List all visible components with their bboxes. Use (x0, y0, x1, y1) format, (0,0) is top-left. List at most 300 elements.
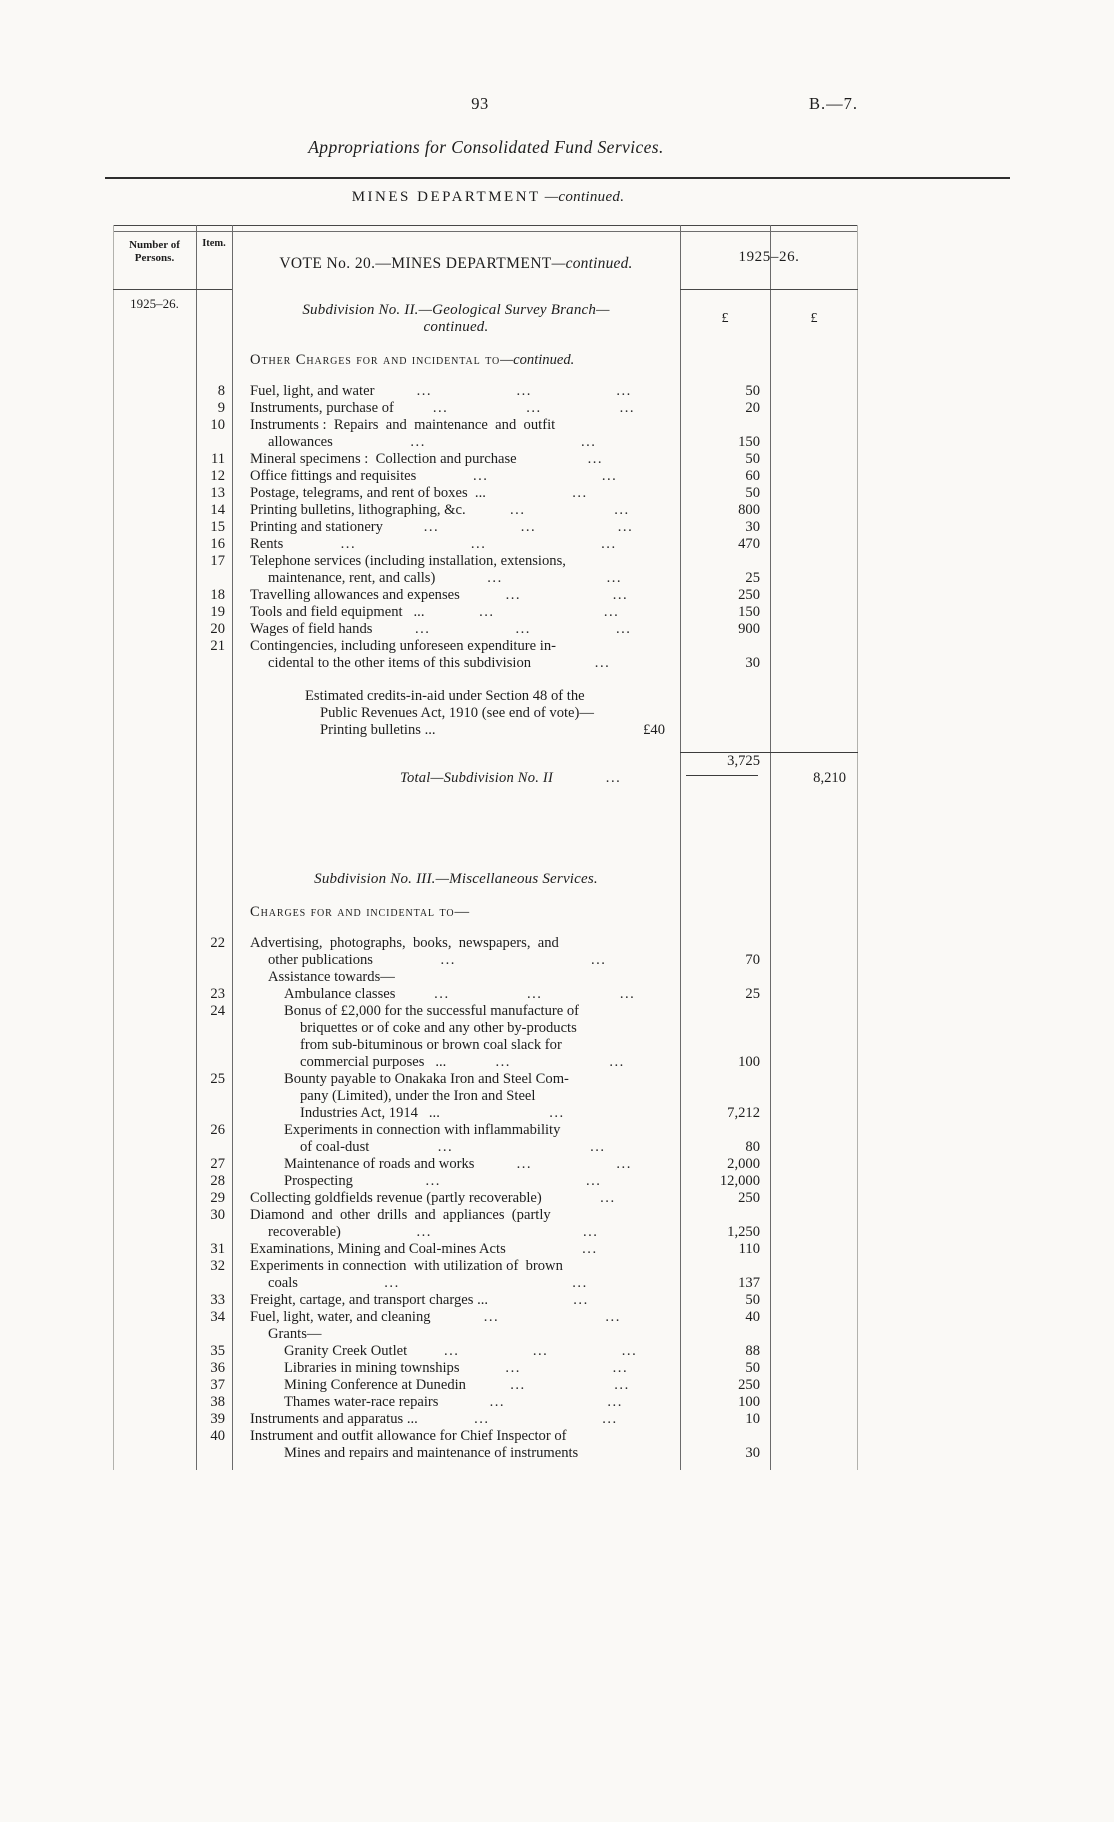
amount-value: 250 (738, 587, 760, 603)
table-row (113, 1207, 858, 1224)
subdivision-heading-line: continued. (423, 319, 489, 335)
persons-cell (113, 553, 196, 570)
persons-cell (113, 417, 196, 434)
subdivision-heading-line: Subdivision No. II.—Geological Survey Branch— (302, 302, 610, 318)
description-text: pany (Limited), under the Iron and Steel (300, 1088, 536, 1104)
amount-value (680, 417, 770, 434)
table-row (113, 1411, 858, 1428)
item-description (232, 1088, 680, 1105)
table-row (113, 1377, 858, 1394)
item-description (232, 655, 680, 672)
item-number: 32 (210, 1258, 225, 1274)
table-row (113, 1326, 858, 1343)
persons-cell (113, 1292, 196, 1309)
department-name: MINES DEPARTMENT (351, 189, 541, 205)
persons-cell (113, 638, 196, 655)
amount-col2 (770, 1394, 858, 1411)
description-text: Instruments, purchase of (250, 400, 394, 416)
table-row (113, 935, 858, 952)
persons-cell (113, 986, 196, 1003)
leader-dots: ... ... (416, 1224, 599, 1240)
persons-cell (113, 587, 196, 604)
amount-value (680, 1428, 770, 1445)
table-row (113, 1139, 858, 1156)
leader-dots: ... (573, 1292, 589, 1308)
item-number: 22 (210, 935, 225, 951)
item-description (232, 1003, 680, 1020)
item-number: 28 (210, 1173, 225, 1189)
amount-value: 800 (738, 502, 760, 518)
charges-heading-continued: —continued. (500, 352, 575, 368)
amount-col2 (770, 1207, 858, 1224)
persons-cell (113, 468, 196, 485)
credits-note-line: Public Revenues Act, 1910 (see end of vote)— (320, 705, 594, 721)
item-number: 31 (210, 1241, 225, 1257)
description-text: Travelling allowances and expenses (250, 587, 460, 603)
persons-header-rule (113, 289, 232, 290)
leader-dots: ... ... (505, 587, 629, 603)
item-number: 33 (210, 1292, 225, 1308)
col-header-year: 1925–26. (738, 249, 800, 265)
amount-col2 (770, 1173, 858, 1190)
description-text: Experiments in connection with utilization of brown (250, 1258, 563, 1274)
table-row (113, 570, 858, 587)
amount-col2 (770, 1054, 858, 1071)
item-description (232, 604, 680, 621)
item-number: 14 (210, 502, 225, 518)
item-description (232, 468, 680, 485)
amount-value (680, 638, 770, 655)
table-row (113, 1037, 858, 1054)
persons-cell (113, 536, 196, 553)
item-number: 30 (210, 1207, 225, 1223)
item-number: 15 (210, 519, 225, 535)
amount-col2 (770, 485, 858, 502)
description-text: allowances (268, 434, 333, 450)
item-description (232, 969, 680, 986)
item-description (232, 638, 680, 655)
table-row (113, 1258, 858, 1275)
amount-value: 50 (745, 1360, 760, 1376)
table-row (113, 1088, 858, 1105)
description-text: Printing and stationery (250, 519, 383, 535)
persons-cell (113, 621, 196, 638)
item-description (232, 1207, 680, 1224)
table-row (113, 587, 858, 604)
amount-col2 (770, 1411, 858, 1428)
table-body (113, 298, 858, 1462)
item-number (196, 969, 232, 986)
item-number: 26 (210, 1122, 225, 1138)
table-row (113, 1309, 858, 1326)
persons-cell (113, 1003, 196, 1020)
item-number: 39 (210, 1411, 225, 1427)
table-row (113, 1224, 858, 1241)
description-text: from sub-bituminous or brown coal slack for (300, 1037, 562, 1053)
amount-value: 80 (745, 1139, 760, 1155)
table-row (113, 1190, 858, 1207)
table-row (113, 1156, 858, 1173)
item-number (196, 1445, 232, 1462)
subtotal-amount: 3,725 (727, 753, 760, 769)
item-number: 20 (210, 621, 225, 637)
item-description (232, 1054, 680, 1071)
leader-dots: ... ... (425, 1173, 602, 1189)
description-text: Examinations, Mining and Coal-mines Acts (250, 1241, 506, 1257)
charges-heading (250, 352, 858, 369)
table-row (113, 434, 858, 451)
item-number (196, 655, 232, 672)
table-row (113, 1241, 858, 1258)
item-description (232, 502, 680, 519)
col-header-item: Item. (202, 238, 226, 249)
table-row (113, 1394, 858, 1411)
table-row (113, 952, 858, 969)
table-row (113, 969, 858, 986)
table-row (113, 502, 858, 519)
persons-cell (113, 1071, 196, 1088)
item-number: 40 (210, 1428, 225, 1444)
persons-cell (113, 1207, 196, 1224)
amount-value: 100 (738, 1394, 760, 1410)
description-text: Advertising, photographs, books, newspapers, and (250, 935, 559, 951)
description-text: Industries Act, 1914 ... (300, 1105, 440, 1121)
amount-value: 70 (745, 952, 760, 968)
item-number: 12 (210, 468, 225, 484)
amount-value: 137 (738, 1275, 760, 1291)
description-text: Wages of field hands (250, 621, 373, 637)
persons-cell (113, 519, 196, 536)
description-text: Grants— (268, 1326, 322, 1342)
persons-cell (113, 1173, 196, 1190)
description-text: Freight, cartage, and transport charges ... (250, 1292, 489, 1308)
persons-cell (113, 1343, 196, 1360)
amount-col2 (770, 587, 858, 604)
description-text: maintenance, rent, and calls) (268, 570, 436, 586)
description-text: Office fittings and requisites (250, 468, 417, 484)
description-text: Collecting goldfields revenue (partly recoverable) (250, 1190, 542, 1206)
subdivision-heading (232, 302, 680, 336)
amount-col2 (770, 1326, 858, 1343)
table-row (113, 1360, 858, 1377)
table-row (113, 1003, 858, 1020)
persons-cell (113, 1411, 196, 1428)
amount-value: 110 (738, 1241, 760, 1257)
amount-col2 (770, 1241, 858, 1258)
description-text: Instruments : Repairs and maintenance and outfit (250, 417, 556, 433)
amount-value (680, 1037, 770, 1054)
item-number: 16 (210, 536, 225, 552)
item-description (232, 1377, 680, 1394)
persons-cell (113, 1139, 196, 1156)
item-number: 37 (210, 1377, 225, 1393)
amount-col2 (770, 1428, 858, 1445)
amount-value: 50 (745, 383, 760, 399)
charges-heading-text: Charges for and incidental to— (250, 904, 470, 920)
persons-cell (113, 655, 196, 672)
amount-value (680, 1258, 770, 1275)
amount-col2 (770, 1088, 858, 1105)
item-description (232, 1275, 680, 1292)
currency-symbol-col2: £ (810, 311, 818, 326)
persons-cell (113, 434, 196, 451)
table-row (113, 1105, 858, 1122)
item-number: 35 (210, 1343, 225, 1359)
item-description (232, 1411, 680, 1428)
item-number: 21 (210, 638, 225, 654)
description-text: Experiments in connection with inflammability (284, 1122, 561, 1138)
amount-value: 25 (745, 570, 760, 586)
leader-dots: ... ... ... (434, 986, 636, 1002)
leader-dots: ... (605, 770, 622, 786)
item-description (232, 1394, 680, 1411)
amount-col2 (770, 1445, 858, 1462)
section-gap (113, 787, 858, 867)
item-number (196, 1088, 232, 1105)
description-text: Maintenance of roads and works (284, 1156, 475, 1172)
item-description (232, 1190, 680, 1207)
department-continued: —continued. (540, 189, 625, 205)
amount-value: 30 (745, 655, 760, 671)
item-number (196, 570, 232, 587)
item-description (232, 434, 680, 451)
item-description (232, 621, 680, 638)
vote-title-continued: —continued. (551, 255, 633, 272)
description-text: Prospecting (284, 1173, 353, 1189)
table-row (113, 485, 858, 502)
amount-col2 (770, 1377, 858, 1394)
item-number: 18 (210, 587, 225, 603)
amount-value: 7,212 (727, 1105, 760, 1121)
amount-col2 (770, 1003, 858, 1020)
leader-dots: ... ... ... (416, 383, 632, 399)
item-number: 24 (210, 1003, 225, 1019)
total-row (113, 770, 858, 787)
leader-dots: ... ... (510, 502, 630, 518)
leader-dots: ... ... (483, 1309, 621, 1325)
amount-col2 (770, 604, 858, 621)
persons-cell (113, 1377, 196, 1394)
amount-col2 (770, 969, 858, 986)
description-text: coals (268, 1275, 298, 1291)
description-text: Mines and repairs and maintenance of instruments (284, 1445, 579, 1461)
leader-dots: ... ... ... (443, 1343, 638, 1359)
item-description (232, 1292, 680, 1309)
amount-value: 900 (738, 621, 760, 637)
persons-cell (113, 1326, 196, 1343)
amount-value: 150 (738, 434, 760, 450)
item-description (232, 1020, 680, 1037)
item-number: 11 (210, 451, 225, 467)
description-text: of coal-dust (300, 1139, 370, 1155)
persons-cell (113, 451, 196, 468)
item-description (232, 383, 680, 400)
amount-value (680, 1122, 770, 1139)
item-description (232, 570, 680, 587)
amount-value: 1,250 (727, 1224, 760, 1240)
item-description (232, 1326, 680, 1343)
item-description (232, 587, 680, 604)
item-number (196, 1326, 232, 1343)
persons-cell (113, 1088, 196, 1105)
table-row (113, 468, 858, 485)
item-description (232, 1139, 680, 1156)
amount-value: 250 (738, 1190, 760, 1206)
persons-cell (113, 1054, 196, 1071)
description-text: Postage, telegrams, and rent of boxes ... (250, 485, 486, 501)
amount-col2 (770, 1156, 858, 1173)
description-text: Fuel, light, and water (250, 383, 375, 399)
amount-value: 470 (738, 536, 760, 552)
leader-dots: ... (549, 1105, 565, 1121)
table-row (113, 1173, 858, 1190)
item-description (232, 1105, 680, 1122)
item-number: 38 (210, 1394, 225, 1410)
amount-col2 (770, 935, 858, 952)
description-text: other publications (268, 952, 373, 968)
credits-note-item (232, 722, 680, 739)
persons-cell (113, 502, 196, 519)
leader-dots: ... (572, 485, 588, 501)
description-text: recoverable) (268, 1224, 341, 1240)
leader-dots: ... ... (440, 952, 607, 968)
item-number (196, 1037, 232, 1054)
subtotal-underline (686, 775, 758, 776)
amount-col2 (770, 1190, 858, 1207)
item-description (232, 1445, 680, 1462)
charges-heading (250, 904, 858, 921)
document-reference: B.—7. (808, 94, 858, 113)
amount-col2 (770, 1275, 858, 1292)
table-row (113, 1020, 858, 1037)
table-row (113, 1122, 858, 1139)
table-row (113, 417, 858, 434)
persons-cell (113, 1190, 196, 1207)
item-number: 13 (210, 485, 225, 501)
amount-col2 (770, 553, 858, 570)
amount-value: 30 (745, 519, 760, 535)
item-number: 23 (210, 986, 225, 1002)
description-text: Tools and field equipment ... (250, 604, 425, 620)
item-number (196, 1105, 232, 1122)
description-text: Mineral specimens : Collection and purchase (250, 451, 517, 467)
persons-cell (113, 952, 196, 969)
amount-col2 (770, 1105, 858, 1122)
total-amount: 8,210 (813, 770, 846, 786)
item-description (232, 451, 680, 468)
subtotal-underline-cell (680, 770, 770, 787)
table-row (113, 1445, 858, 1462)
description-text: Bonus of £2,000 for the successful manufacture of (284, 1003, 580, 1019)
leader-dots: ... ... (489, 1394, 623, 1410)
item-description (232, 1428, 680, 1445)
amount-col2 (770, 1122, 858, 1139)
amount-col2 (770, 1343, 858, 1360)
amount-col2 (770, 434, 858, 451)
amount-col2 (770, 570, 858, 587)
col-header-persons: Number of Persons. (129, 239, 180, 264)
item-description (232, 1173, 680, 1190)
vote-title (232, 255, 680, 273)
leader-dots: ... ... (437, 1139, 606, 1155)
amount-col2 (770, 536, 858, 553)
persons-cell (113, 1394, 196, 1411)
persons-cell (113, 1020, 196, 1037)
description-text: Contingencies, including unforeseen expenditure in- (250, 638, 556, 654)
leader-dots: ... ... (487, 570, 623, 586)
amount-value: 12,000 (719, 1173, 760, 1189)
total-label-cell (232, 770, 680, 787)
persons-cell (113, 1275, 196, 1292)
persons-cell (113, 383, 196, 400)
table-row (113, 553, 858, 570)
item-number (196, 1224, 232, 1241)
item-number (196, 952, 232, 969)
persons-cell (113, 1224, 196, 1241)
amount-value (680, 1020, 770, 1037)
amount-value: 50 (745, 451, 760, 467)
description-text: Mining Conference at Dunedin (284, 1377, 466, 1393)
credits-note-line: Estimated credits-in-aid under Section 48 of the (305, 688, 585, 704)
description-text: Granity Creek Outlet (284, 1343, 408, 1359)
item-number (196, 434, 232, 451)
amount-col2 (770, 468, 858, 485)
leader-dots: ... ... ... (432, 400, 636, 416)
amount-value (680, 969, 770, 986)
leader-dots: ... (582, 1241, 598, 1257)
amount-value: 50 (745, 485, 760, 501)
item-description (232, 485, 680, 502)
item-number (196, 1275, 232, 1292)
table-row (113, 383, 858, 400)
amount-col2 (770, 1258, 858, 1275)
leader-dots: ... ... (510, 1377, 630, 1393)
persons-cell (113, 1037, 196, 1054)
item-number: 27 (210, 1156, 225, 1172)
amount-value (680, 1326, 770, 1343)
description-text: Telephone services (including installation, extensions, (250, 553, 566, 569)
table-row (113, 1428, 858, 1445)
subdivision-heading-line: Subdivision No. III.—Miscellaneous Services. (314, 871, 598, 887)
item-number (196, 1054, 232, 1071)
table-row (113, 604, 858, 621)
amount-col2 (770, 417, 858, 434)
amount-col2 (770, 400, 858, 417)
amount-value (680, 1071, 770, 1088)
persons-cell (113, 1156, 196, 1173)
item-description (232, 417, 680, 434)
table-row (113, 655, 858, 672)
charges-heading-text: Other Charges for and incidental to (250, 352, 501, 368)
table-row (113, 1054, 858, 1071)
description-text: Ambulance classes (284, 986, 396, 1002)
item-description (232, 553, 680, 570)
page-number: 93 (471, 94, 489, 113)
table-row (113, 519, 858, 536)
amount-col2 (770, 1360, 858, 1377)
amount-col2 (770, 1071, 858, 1088)
amount-col2 (770, 952, 858, 969)
persons-cell (113, 1428, 196, 1445)
amount-value: 250 (738, 1377, 760, 1393)
persons-cell (113, 1122, 196, 1139)
item-description (232, 400, 680, 417)
table-top-rule (113, 225, 858, 226)
item-description (232, 1309, 680, 1326)
amount-col2 (770, 1139, 858, 1156)
item-number: 34 (210, 1309, 225, 1325)
amount-value: 2,000 (727, 1156, 760, 1172)
